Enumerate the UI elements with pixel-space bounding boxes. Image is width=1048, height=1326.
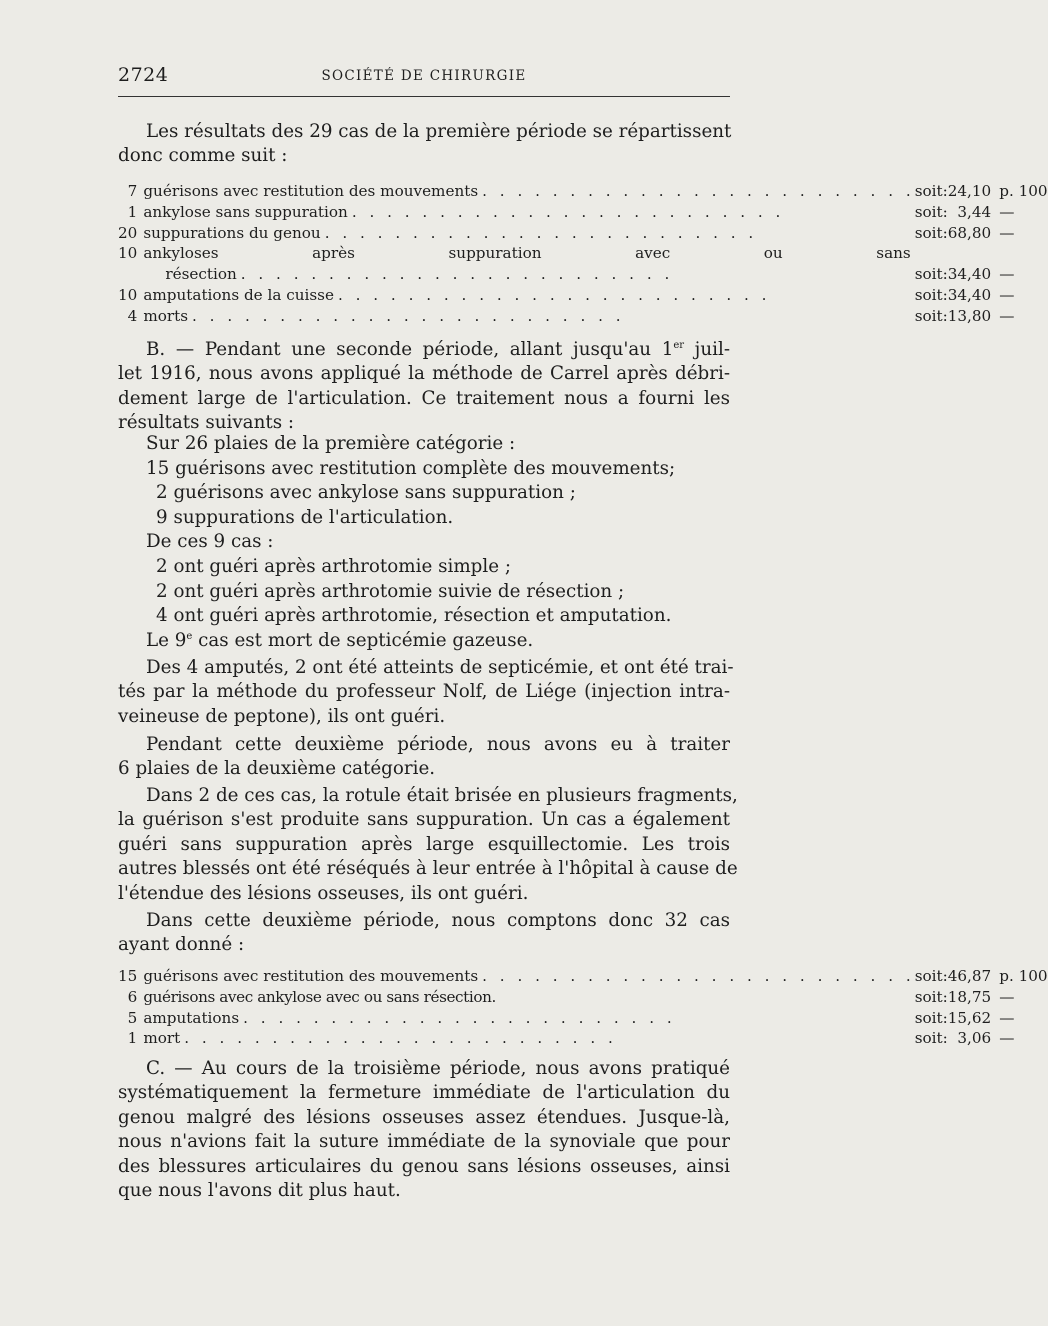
list-item: De ces 9 cas : [146,531,274,553]
header-rule [118,96,730,97]
unit-cell: p. 100 [999,182,1048,200]
unit-cell: — [999,1008,1015,1027]
soit-cell: soit [914,306,943,325]
text-line: Des 4 amputés, 2 ont été atteints de septicémie, et ont été trai- [146,657,734,678]
colon-cell: : [942,182,948,200]
unit-cell: — [999,202,1015,221]
list-item: 2 ont guéri après arthrotomie simple ; [156,555,511,577]
table-row [118,264,1048,285]
paragraph-deuxieme [118,733,730,782]
table-row [118,243,1048,264]
text-line: des blessures articulaires du genou sans lésions osseuses, ainsi [118,1155,730,1177]
text-line: veineuse de peptone), ils ont guéri. [118,705,446,727]
colon-cell: : [942,285,948,304]
unit-cell: — [999,1029,1015,1048]
label-cell [143,264,914,285]
count-cell: 10 [118,285,138,304]
soit-cell: soit [914,265,943,284]
unit-cell: p. 100 [999,967,1048,985]
results-table-first-period [118,181,1048,327]
text-line: dement large de l'articulation. Ce traitement nous a fourni les [118,387,730,409]
label-cell [143,181,914,202]
text-line: systématiquement la fermeture immédiate de l'articulation du [118,1082,730,1104]
label-cell [143,987,914,1008]
value-cell: 34,40 [947,285,992,304]
unit-cell: — [999,223,1015,242]
page-number: 2724 [118,64,169,86]
list-item: 4 ont guéri après arthrotomie, résection et amputation. [156,605,672,627]
table-row [118,306,1048,327]
value-cell: 15,62 [947,1008,992,1027]
label-text: guérisons avec restitution des mouvements [143,967,479,985]
label-text: mort [143,1029,181,1048]
list-item: 2 ont guéri après arthrotomie suivie de résection ; [156,580,625,602]
text-line: Dans cette deuxième période, nous comptons donc 32 cas [146,910,730,931]
table-row [118,1008,1048,1029]
table-row [118,181,1048,202]
leader-dots: . . . . . . . . . . . . . . . . . . . . . . . . . [184,1029,617,1048]
label-cell [143,306,914,327]
count-cell: 10 [118,244,138,263]
colon-cell: : [942,1008,948,1027]
paragraph-comptons [118,909,730,958]
results-table-second-period [118,966,1048,1049]
count-cell: 1 [127,202,138,221]
paragraph-c [118,1057,730,1203]
count-cell: 6 [127,987,138,1006]
table-row [118,202,1048,223]
colon-cell: : [942,306,948,325]
label-cell [143,1028,914,1049]
label-text: suppurations du genou [143,223,321,242]
leader-dots: . . . . . . . . . . . . . . . . . . . . . . . . . [482,182,915,200]
soit-cell: soit [914,987,943,1006]
intro-paragraph [118,120,730,169]
text-line: Dans 2 de ces cas, la rotule était brisée en plusieurs fragments, [146,785,738,806]
label-cell [143,202,914,223]
leader-dots: . . . . . . . . . . . . . . . . . . . . . . . . . [482,967,915,985]
text-line: tés par la méthode du professeur Nolf, de Liége (injection intra- [118,681,730,703]
count-cell: 5 [127,1008,138,1027]
label-cell [143,966,914,987]
table-row [118,987,1048,1008]
paragraph-b [118,338,730,436]
count-cell: 1 [127,1029,138,1048]
text-line: Les résultats des 29 cas de la première période se répartissent [146,121,732,142]
text-line: genou malgré des lésions osseuses assez étendues. Jusque-là, [118,1106,730,1128]
table-row [118,966,1048,987]
value-cell: 13,80 [947,306,992,325]
list-item: 2 guérisons avec ankylose sans suppuration ; [156,482,576,504]
label-cell [143,243,914,264]
table-row [118,285,1048,306]
leader-dots: . . . . . . . . . . . . . . . . . . . . . . . . . [243,1008,676,1027]
colon-cell: : [942,987,948,1006]
value-cell: 24,10 [947,182,992,200]
label-text: ankylose sans suppuration [143,202,348,221]
value-cell: 34,40 [947,265,992,284]
count-cell: 4 [127,306,138,325]
label-text: morts [143,306,189,325]
page-header [118,64,730,88]
text-line: B. — Pendant une seconde période, allant jusqu'au 1er juil- [146,339,730,360]
text-line: que nous l'avons dit plus haut. [118,1180,401,1202]
unit-cell: — [999,265,1015,284]
soit-cell: soit [914,182,943,200]
text-line: let 1916, nous avons appliqué la méthode de Carrel après débri- [118,363,730,385]
label-text: ankyloses après suppuration avec ou sans [143,244,911,263]
colon-cell: : [942,967,948,985]
label-cell [143,1008,914,1029]
count-cell: 20 [118,223,138,242]
soit-cell: soit [914,1029,943,1048]
count-cell: 15 [118,967,138,985]
text-line: Pendant cette deuxième période, nous avons eu à traiter [146,734,730,755]
soit-cell: soit [914,223,943,242]
text-line: résultats suivants : [118,412,295,434]
list-item: Le 9e cas est mort de septicémie gazeuse. [146,629,534,651]
soit-cell: soit [914,285,943,304]
value-cell: 46,87 [947,967,992,985]
text-line: ayant donné : [118,934,245,956]
colon-cell: : [942,223,948,242]
unit-cell: — [999,987,1015,1006]
leader-dots: . . . . . . . . . . . . . . . . . . . . . . . . . [351,202,785,221]
label-text: guérisons avec restitution des mouvements [143,182,479,200]
unit-cell: — [999,285,1015,304]
running-title: SOCIÉTÉ DE CHIRURGIE [321,68,527,84]
label-text: amputations de la cuisse [143,285,334,304]
value-cell: 68,80 [947,223,992,242]
soit-cell: soit [914,1008,943,1027]
value-cell: 3,06 [957,1029,992,1048]
soit-cell: soit [914,967,943,985]
text-line: nous n'avions fait la suture immédiate de la synoviale que pour [118,1131,730,1153]
label-text: guérisons avec ankylose avec ou sans résection. [143,987,496,1006]
label-text: amputations [143,1008,240,1027]
list-item: 9 suppurations de l'articulation. [156,506,454,528]
leader-dots: . . . . . . . . . . . . . . . . . . . . . . . . . [324,223,758,242]
colon-cell: : [942,265,948,284]
list-item: 15 guérisons avec restitution complète des mouvements; [146,457,676,479]
text-line: autres blessés ont été réséqués à leur entrée à l'hôpital à cause de [118,858,738,880]
label-text: résection [165,265,237,284]
paragraph-rotule [118,784,738,906]
text-line: donc comme suit : [118,145,288,167]
unit-cell: — [999,306,1015,325]
value-cell: 18,75 [947,987,992,1006]
label-cell [143,223,914,244]
table-row [118,223,1048,244]
label-cell [143,285,914,306]
count-cell: 7 [127,182,138,200]
leader-dots: . . . . . . . . . . . . . . . . . . . . . . . . . [240,265,674,284]
text-line: 6 plaies de la deuxième catégorie. [118,758,436,780]
paragraph-amputes [118,656,734,729]
text-line: C. — Au cours de la troisième période, nous avons pratiqué [146,1058,730,1079]
leader-dots: . . . . . . . . . . . . . . . . . . . . . . . . . [192,306,625,325]
list-item: Sur 26 plaies de la première catégorie : [146,433,516,454]
colon-cell: : [942,1029,948,1048]
value-cell: 3,44 [957,202,992,221]
colon-cell: : [942,202,948,221]
text-line: la guérison s'est produite sans suppuration. Un cas a également [118,809,730,831]
leader-dots: . . . . . . . . . . . . . . . . . . . . . . . . . [337,285,771,304]
table-row [118,1028,1048,1049]
first-category-list [118,432,730,653]
text-line: guéri sans suppuration après large esquillectomie. Les trois [118,833,730,855]
text-line: l'étendue des lésions osseuses, ils ont guéri. [118,882,529,904]
soit-cell: soit [914,202,943,221]
